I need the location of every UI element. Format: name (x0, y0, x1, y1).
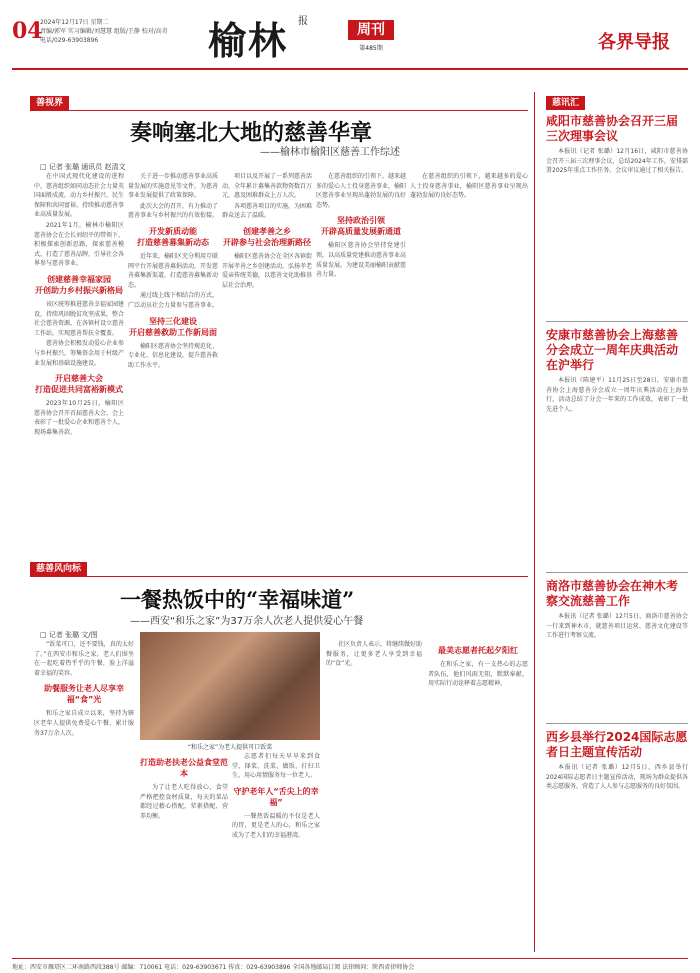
subheading: 最美志愿者托起夕阳红 (438, 646, 518, 655)
subheading: 助餐服务让老人尽享幸福“食”光 (44, 684, 124, 705)
section-underline (30, 576, 528, 577)
article-column-3 (222, 172, 312, 547)
paragraph: 在和乐之家，有一支热心的志愿者队伍，他们风雨无阻，默默奉献，用实际行动诠释着志愿精神。 (428, 661, 528, 688)
news-text: 本报讯（记者 张璐）12月16日，咸阳市慈善协会召开三届三次理事会议，总结2024年工作，安排部署2025年重点工作任务。会议审议通过了相关报告。 (546, 148, 688, 175)
article-title: 奏响塞北大地的慈善华章 (130, 120, 373, 146)
article-column-2 (140, 752, 228, 952)
paragraph: 各项慈善项目的实施，为困难群众送去了温暖。 (222, 202, 312, 220)
news-text: 本报讯（陈建平）11月25日至28日，安康市慈善协会上海慈善分会成立一周年庆典活动在上海举行，活动总结了分会一年来的工作成效，表彰了一批先进个人。 (546, 377, 688, 413)
brand-name: 各界导报 (598, 32, 670, 53)
paragraph: 榆阳区慈善协会坚持党建引领，以高质量党建推动慈善事业高质量发展，为建设美丽榆阳贡献慈善力量。 (316, 242, 406, 279)
issue-date: 2024年12月17日 星期二 (40, 19, 109, 26)
section-tag-cishan-fengxiangbiao: 慈善风向标 (30, 562, 87, 576)
article-column-1 (34, 640, 134, 952)
paragraph: 在慈善组织的引领下，越来越多的爱心人士投身慈善事业，榆阳区慈善事业呈现出蓬勃发展的良好态势。 (316, 173, 406, 209)
paragraph: 社区负责人表示，将继续做好助餐服务，让更多老人享受到幸福的“食”光。 (326, 641, 422, 668)
news-divider (546, 723, 688, 724)
news-divider (546, 321, 688, 322)
paragraph: 项目以及开展了一系列慈善活动，全年累计募集善款物资数百万元，惠及困难群众上万人次。 (222, 173, 312, 200)
paragraph: 为了让老人吃得放心，食堂严格把控食材质量，每天的菜品都经过精心搭配，荤素搭配、营养均衡。 (140, 784, 228, 820)
subheading: 创建慈善幸福家园 开创助力乡村振兴新格局 (35, 274, 123, 295)
article-column-2 (128, 172, 218, 547)
news-title: 商洛市慈善协会在神木考察交流慈善工作 (546, 579, 679, 608)
subheading: 创建孝善之乡 开辟参与社会治理新路径 (223, 226, 311, 247)
paragraph: 该区统筹推进慈善幸福家园建设，持续巩固脱贫攻坚成果，整合社会慈善资源，在各镇村设立慈善工作站，实现慈善帮扶全覆盖。 (34, 300, 124, 337)
paragraph: 和乐之家自成立以来，坚持为辖区老年人提供免费爱心午餐，累计服务37万余人次。 (34, 710, 134, 737)
article-subtitle: ——西安“和乐之家”为37万余人次老人提供爱心午餐 (130, 616, 364, 627)
issue-number: 第485期 (359, 45, 383, 52)
paragraph: 一餐热饭温暖的不仅是老人的胃，更是老人的心，和乐之家成为了老人们的幸福港湾。 (232, 812, 320, 839)
news-title: 西乡县举行2024国际志愿者日主题宣传活动 (546, 730, 688, 759)
article-subtitle: ——榆林市榆阳区慈善工作综述 (260, 147, 400, 158)
paragraph: 志愿者们每天早早来到食堂，择菜、洗菜、做饭、打扫卫生，用心用情服务每一位老人。 (232, 753, 320, 780)
subheading: 守护老年人“舌尖上的幸福” (233, 786, 319, 807)
phone-line: 电话/029-63903896 (40, 37, 99, 44)
paragraph: 2023年10月25日，榆阳区慈善协会召开首届慈善大会，会上表彰了一批爱心企业和慈善个人，现场募集善款。 (34, 400, 124, 436)
article-column-1 (34, 172, 124, 547)
subheading: 坚持政治引领 开辟高质量发展新通道 (321, 216, 401, 237)
article-column-5 (428, 640, 528, 952)
article-column-3 (232, 752, 320, 952)
page-footer: 地址：西安市雁塔区二环南路西段388号 邮编：710061 电话：029-63903671 传真：029-63903896 全国各地邮局订阅 法律顾问：陕西省律师协会 (12, 958, 688, 971)
paragraph: 近年来，榆阳区充分利用互联网平台开展慈善募捐活动，开发慈善募集新渠道，打造慈善募集新动态。 (128, 252, 218, 289)
paragraph: 榆阳区慈善协会在全区各镇街开展孝善之乡创建活动，弘扬孝老爱亲传统美德，以慈善文化助推基层社会治理。 (222, 252, 312, 289)
article-byline: □ 记者 张璐 通讯员 赵清文 (40, 163, 126, 171)
news-text: 本报讯（记者 张璐）12月5日，商洛市慈善协会一行来到神木市，就慈善项目运营、慈善文化建设等工作进行考察交流。 (546, 613, 688, 640)
news-text: 本报讯（记者 张璐）12月5日，西乡县举行2024国际志愿者日主题宣传活动，现场为群众提供各类志愿服务，营造了人人参与志愿服务的良好氛围。 (546, 764, 688, 791)
sidebar-news (546, 114, 688, 933)
subheading: 坚持三化建设 开启慈善救助工作新局面 (129, 316, 217, 337)
article-byline: □ 记者 张璐 文/图 (40, 631, 98, 639)
weekly-badge: 周刊 (348, 20, 394, 40)
paragraph: 此次大会的召开，有力推动了慈善事业与乡村振兴的有效衔接。 (128, 202, 218, 220)
header-divider (12, 68, 688, 70)
article-column-5 (410, 172, 528, 547)
subheading: 开发新质动能 打造慈善募集新动态 (137, 226, 209, 247)
sidebar-divider (534, 92, 535, 952)
section-tag-shanshijie: 善视界 (30, 96, 69, 110)
paragraph: “饭菜可口，还不要钱，真的太好了。”在西安市和乐之家，老人们围坐在一起吃着热乎乎的午餐，脸上洋溢着幸福的笑容。 (34, 641, 134, 677)
news-photo-elderly-dining (140, 632, 320, 740)
paragraph: 通过线上线下相结合的方式，广泛动员社会力量参与慈善事业。 (128, 292, 218, 309)
news-title: 咸阳市慈善协会召开三届三次理事会议 (546, 114, 679, 143)
news-title: 安康市慈善协会上海慈善分会成立一周年庆典活动在沪举行 (546, 328, 679, 372)
subheading: 开启慈善大会 打造促进共同富裕新模式 (35, 374, 123, 395)
page-header (0, 0, 700, 72)
article-title: 一餐热饭中的“幸福味道” (120, 587, 355, 612)
masthead-logo: 榆林 (208, 18, 289, 63)
section-tag-cixunhui: 慈讯汇 (546, 96, 585, 110)
article-column-4 (316, 172, 406, 547)
paragraph: 在慈善组织的引领下，越来越多的爱心人士投身慈善事业，榆阳区慈善事业呈现出蓬勃发展的良好态势。 (410, 173, 528, 200)
editor-line: 责编/郭军 实习编辑/刘慧慧 组版/王静 校对/高奇 (40, 28, 168, 35)
masthead-logo-sub: 报 (298, 16, 308, 27)
paragraph: 在中国式现代化建设的进程中，慈善组织如同动态社会力量英国面般成流，动力乡村振兴、民生保障和共同富裕，持续推动慈善事业高质量发展。 (34, 173, 124, 219)
subheading: 打造助老扶老公益食堂范本 (140, 758, 228, 778)
news-divider (546, 572, 688, 573)
page-number: 04 (12, 18, 43, 44)
paragraph: 关于进一步推动慈善事业高质量发展的实施意见等文件，为慈善事业发展提供了政策保障。 (128, 173, 218, 200)
photo-caption: “和乐之家”为老人提供可口饭菜 (187, 744, 273, 751)
section-underline (30, 110, 528, 111)
paragraph: 2021年1月，榆林市榆阳区慈善协会在会长刘绍平的带领下，积极探索创新思路，探索慈善模式，打造了慈善品牌，引导社会各界参与慈善事业。 (34, 221, 124, 268)
article-column-4 (326, 640, 422, 952)
paragraph: 榆阳区慈善协会坚持规范化、专业化、信息化建设，提升慈善救助工作水平。 (128, 342, 218, 369)
paragraph: 慈善协会积极发动爱心企业参与乡村振兴，筹集资金用于村级产业发展和基础设施建设。 (34, 340, 124, 367)
